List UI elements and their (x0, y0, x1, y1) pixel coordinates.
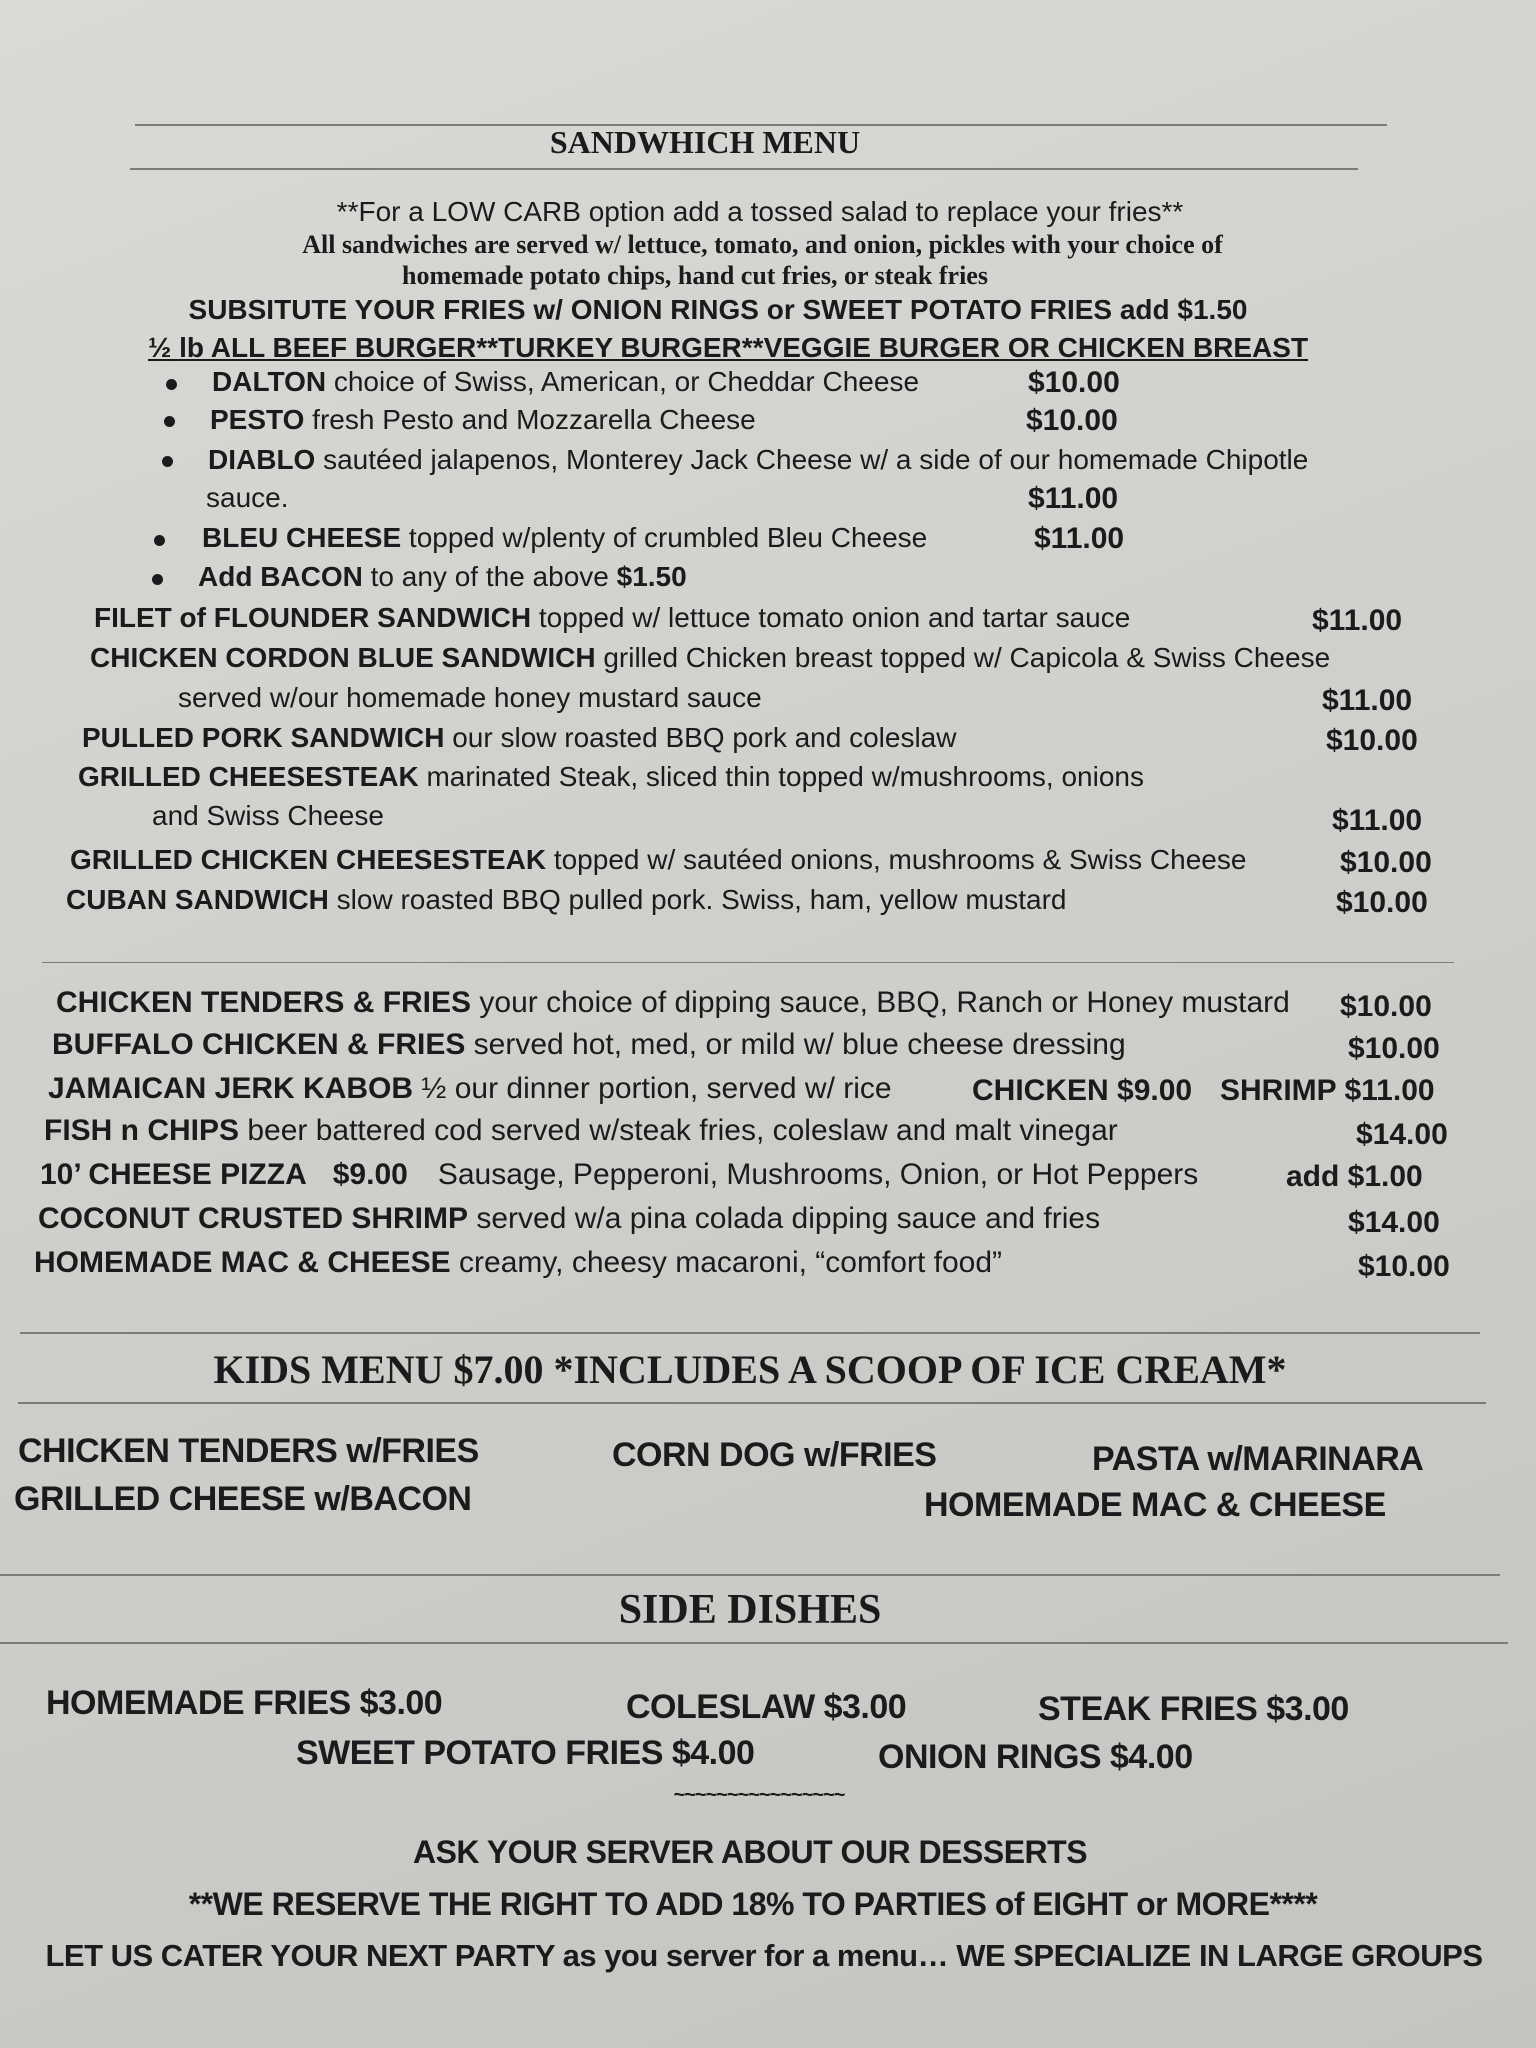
burger-item-bacon: Add BACON to any of the above $1.50 (198, 561, 687, 592)
burger-item-dalton: DALTON choice of Swiss, American, or Cheddar Cheese (212, 366, 920, 397)
platter-price-chicken: CHICKEN $9.00 (972, 1074, 1193, 1107)
footer-catering: LET US CATER YOUR NEXT PARTY as you server for a menu… WE SPECIALIZE IN LARGE GROUPS (45, 1938, 1483, 1973)
bullet (166, 379, 177, 390)
burger-item-pesto: PESTO fresh Pesto and Mozzarella Cheese (210, 404, 756, 435)
platter-price: $10.00 (1348, 1032, 1440, 1065)
sandwich-item-cordon-blue-cont: served w/our homemade honey mustard sauce (178, 682, 762, 713)
sandwich-price: $11.00 (1332, 804, 1423, 837)
sandwich-item-cordon-blue: CHICKEN CORDON BLUE SANDWICH grilled Chicken breast topped w/ Capicola & Swiss Cheese (90, 642, 1331, 673)
platter-item-fish-n-chips: FISH n CHIPS beer battered cod served w/steak fries, coleslaw and malt vinegar (44, 1114, 1118, 1147)
kids-item: GRILLED CHEESE w/BACON (14, 1480, 472, 1518)
kids-item: HOMEMADE MAC & CHEESE (924, 1486, 1386, 1524)
footer-desserts: ASK YOUR SERVER ABOUT OUR DESSERTS (412, 1834, 1088, 1870)
kids-rule-bottom (18, 1402, 1486, 1404)
burger-price: $11.00 (1034, 522, 1125, 555)
platter-price: $14.00 (1348, 1206, 1440, 1239)
section-divider (42, 962, 1454, 963)
kids-item: CHICKEN TENDERS w/FRIES (18, 1432, 479, 1470)
burger-item-diablo: DIABLO sautéed jalapenos, Monterey Jack Cheese w/ a side of our homemade Chipotle (208, 444, 1309, 475)
side-item: STEAK FRIES $3.00 (1038, 1690, 1349, 1728)
side-item: HOMEMADE FRIES $3.00 (46, 1684, 443, 1722)
sandwich-price: $11.00 (1322, 684, 1413, 717)
sandwich-item-cuban: CUBAN SANDWICH slow roasted BBQ pulled pork. Swiss, ham, yellow mustard (66, 884, 1067, 915)
side-item: ONION RINGS $4.00 (878, 1738, 1193, 1776)
side-item: COLESLAW $3.00 (626, 1688, 907, 1726)
side-dishes-title: SIDE DISHES (618, 1587, 882, 1633)
footer-gratuity: **WE RESERVE THE RIGHT TO ADD 18% TO PARTIES of EIGHT or MORE**** (188, 1886, 1318, 1922)
side-item: SWEET POTATO FRIES $4.00 (296, 1734, 755, 1772)
platter-price: add $1.00 (1286, 1160, 1423, 1193)
sandwich-price: $10.00 (1340, 846, 1432, 879)
substitute-note: SUBSITUTE YOUR FRIES w/ ONION RINGS or SWEET POTATO FRIES add $1.50 (188, 294, 1248, 325)
sandwich-item-cheesesteak: GRILLED CHEESESTEAK marinated Steak, sliced thin topped w/mushrooms, onions (78, 761, 1144, 792)
choice-note: homemade potato chips, hand cut fries, or steak fries (402, 261, 988, 290)
menu-title: SANDWHICH MENU (549, 124, 861, 160)
sandwich-item-chicken-cheesesteak: GRILLED CHICKEN CHEESESTEAK topped w/ sautéed onions, mushrooms & Swiss Cheese (70, 844, 1247, 875)
burger-header: ½ lb ALL BEEF BURGER**TURKEY BURGER**VEGGIE BURGER OR CHICKEN BREAST (148, 332, 1309, 363)
bullet (164, 416, 175, 427)
burger-price: $10.00 (1028, 366, 1120, 399)
burger-item-diablo-cont: sauce. (206, 482, 289, 513)
platter-item-pizza: 10’ CHEESE PIZZA $9.00 Sausage, Pepperoni, Mushrooms, Onion, or Hot Peppers (40, 1158, 1199, 1191)
sandwich-price: $10.00 (1326, 724, 1418, 757)
kids-item: PASTA w/MARINARA (1092, 1440, 1424, 1478)
kids-item: CORN DOG w/FRIES (612, 1436, 937, 1474)
bullet (154, 535, 165, 546)
platter-item-buffalo: BUFFALO CHICKEN & FRIES served hot, med, or mild w/ blue cheese dressing (52, 1028, 1126, 1061)
low-carb-note: **For a LOW CARB option add a tossed salad to replace your fries** (336, 196, 1184, 227)
sides-rule-bottom (0, 1642, 1508, 1644)
platter-item-chicken-tenders: CHICKEN TENDERS & FRIES your choice of dipping sauce, BBQ, Ranch or Honey mustard (56, 986, 1290, 1019)
burger-price: $11.00 (1028, 482, 1119, 515)
sandwich-item-cheesesteak-cont: and Swiss Cheese (152, 800, 384, 831)
burger-item-bleu: BLEU CHEESE topped w/plenty of crumbled Bleu Cheese (202, 522, 928, 553)
platter-item-coconut-shrimp: COCONUT CRUSTED SHRIMP served w/a pina colada dipping sauce and fries (38, 1202, 1101, 1235)
kids-rule-top (20, 1332, 1480, 1334)
platter-item-jerk-kabob: JAMAICAN JERK KABOB ½ our dinner portion, served w/ rice (48, 1072, 892, 1105)
platter-item-mac-cheese: HOMEMADE MAC & CHEESE creamy, cheesy macaroni, “comfort food” (34, 1246, 1002, 1279)
platter-price-shrimp: SHRIMP $11.00 (1220, 1074, 1435, 1107)
sandwich-item-pulled-pork: PULLED PORK SANDWICH our slow roasted BBQ pork and coleslaw (82, 722, 957, 753)
bullet (162, 456, 173, 467)
platter-price: $10.00 (1358, 1250, 1450, 1283)
platter-price: $14.00 (1356, 1118, 1448, 1151)
sandwich-price: $10.00 (1336, 886, 1428, 919)
tilde-divider: ~~~~~~~~~~~~~~~~ (673, 1784, 845, 1806)
burger-price: $10.00 (1026, 404, 1118, 437)
served-with-note: All sandwiches are served w/ lettuce, tomato, and onion, pickles with your choice of (302, 230, 1223, 259)
platter-price: $10.00 (1340, 990, 1432, 1023)
sandwich-item-flounder: FILET of FLOUNDER SANDWICH topped w/ lettuce tomato onion and tartar sauce (94, 602, 1131, 633)
sides-rule-top (0, 1574, 1500, 1576)
sandwich-price: $11.00 (1312, 604, 1403, 637)
kids-menu-title: KIDS MENU $7.00 *INCLUDES A SCOOP OF ICE CREAM* (213, 1347, 1287, 1392)
bullet (152, 574, 163, 585)
title-rule-bottom (130, 168, 1358, 170)
